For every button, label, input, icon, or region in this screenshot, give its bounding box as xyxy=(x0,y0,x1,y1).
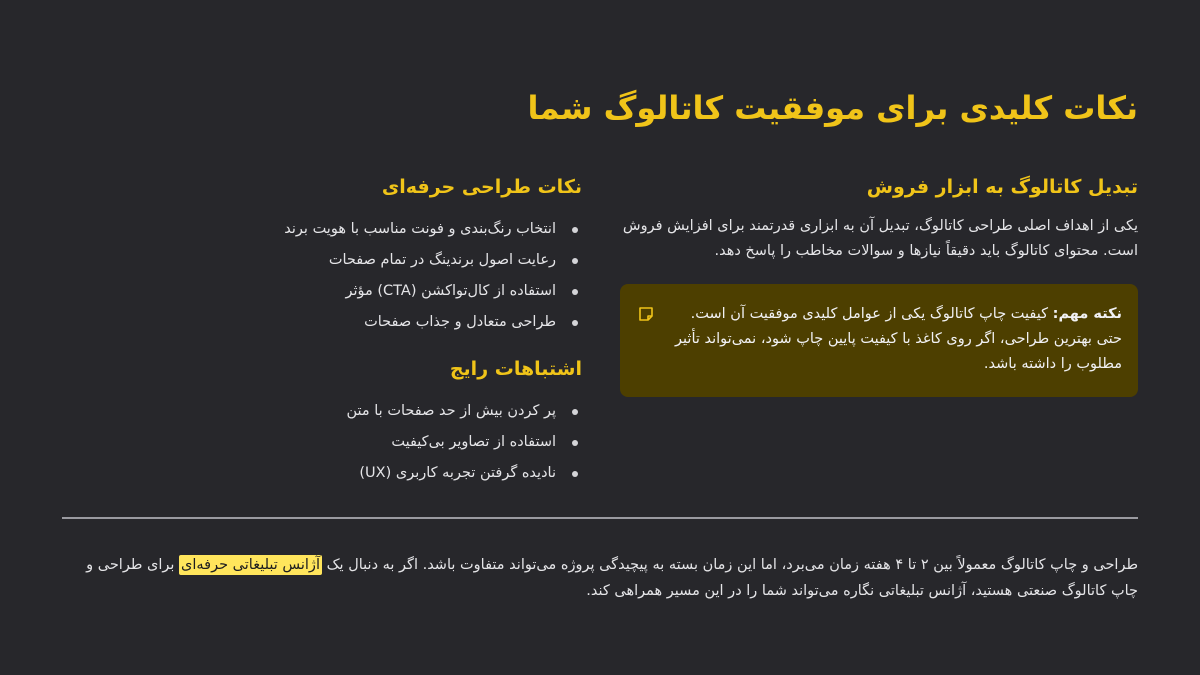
list-item: طراحی متعادل و جذاب صفحات xyxy=(62,307,556,338)
sales-paragraph: یکی از اهداف اصلی طراحی کاتالوگ، تبدیل آن به ابزاری قدرتمند برای افزایش فروش است. محتوای کاتالوگ باید دقیقاً نیازها و سوالات مخاطب را پاسخ دهد. xyxy=(622,218,1138,259)
important-note-box xyxy=(620,284,1138,397)
note-body: کیفیت چاپ کاتالوگ یکی از عوامل کلیدی موفقیت آن است. حتی بهترین طراحی، اگر روی کاغذ با کیفیت پایین چاپ شود، نمی‌تواند تأثیر مطلوب را داشته باشد. xyxy=(675,306,1122,372)
sales-heading: تبدیل کاتالوگ به ابزار فروش xyxy=(866,176,1138,198)
design-tips-heading: نکات طراحی حرفه‌ای xyxy=(381,176,582,198)
footer-paragraph xyxy=(62,552,1138,604)
list-item: انتخاب رنگ‌بندی و فونت مناسب با هویت برند xyxy=(62,214,556,245)
note-label: نکته مهم: xyxy=(1052,306,1122,322)
agency-link-highlight[interactable]: آژانس تبلیغاتی حرفه‌ای xyxy=(181,556,320,573)
list-item: پر کردن بیش از حد صفحات با متن xyxy=(62,396,556,427)
divider xyxy=(62,517,1138,519)
common-mistakes-list xyxy=(62,396,582,489)
page-title: نکات کلیدی برای موفقیت کاتالوگ شما xyxy=(527,89,1138,127)
list-item: استفاده از تصاویر بی‌کیفیت xyxy=(62,427,556,458)
list-item: نادیده گرفتن تجربه کاربری (UX) xyxy=(62,458,556,489)
tips-section xyxy=(62,172,582,489)
footer-text-start: طراحی و چاپ کاتالوگ معمولاً بین ۲ تا ۴ هفته زمان می‌برد، اما این زمان بسته به پیچیدگی پروژه می‌تواند متفاوت باشد. اگر به دنبال یک xyxy=(321,556,1138,573)
list-item: رعایت اصول برندینگ در تمام صفحات xyxy=(62,245,556,276)
design-tips-list xyxy=(62,214,582,338)
note-text xyxy=(636,302,1122,377)
footer-text-end: برای طراحی و چاپ کاتالوگ صنعتی هستید، آژانس تبلیغاتی نگاره می‌تواند شما را در این مسیر همراهی کند. xyxy=(86,556,1138,599)
sticky-note-icon xyxy=(638,306,654,322)
sales-section xyxy=(620,172,1138,397)
list-item: استفاده از کال‌تواکشن (CTA) مؤثر xyxy=(62,276,556,307)
common-mistakes-heading: اشتباهات رایج xyxy=(449,358,582,380)
